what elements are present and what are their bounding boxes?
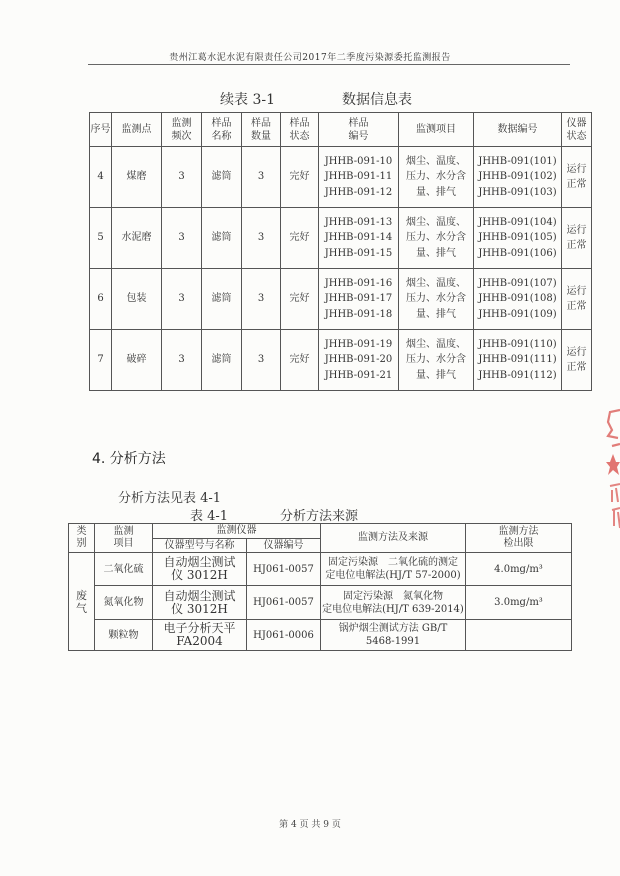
monitoring-item: 氮氧化物 [95,586,153,620]
red-seal-stamp [598,402,620,532]
sample-ids [319,269,399,330]
data-ids-line: JHHB-091(107) [478,277,557,289]
row-number: 4 [90,147,112,208]
section-heading: 4. 分析方法 [92,451,166,467]
col-header: 数据编号 [474,113,562,147]
sample-state: 完好 [281,330,319,391]
method-source-line: 定电位电解法(HJ/T 639-2014) [322,603,464,615]
instrument-state [562,269,592,330]
method-source [321,620,466,651]
instrument-model-line: 仪 3012H [171,601,228,616]
category-cell [69,553,95,651]
table2-caption-title: 分析方法来源 [280,509,359,524]
col-header: 监测频次 [162,113,202,147]
col-header: 仪器状态 [562,113,592,147]
monitoring-items [399,269,474,330]
col-header: 监测点 [112,113,162,147]
data-ids [474,208,562,269]
header-rule [88,64,570,65]
sample-name: 滤筒 [202,330,242,391]
sample-name: 滤筒 [202,208,242,269]
table1-row [90,330,592,391]
instrument-model-line: 自动烟尘测试 [163,555,236,569]
instrument-state-line: 运行 [566,285,587,297]
sample-ids-line: JHHB-091-18 [324,308,393,320]
instrument-state-line: 运行 [566,224,587,236]
monitoring-point: 煤磨 [112,147,162,208]
instrument-model-line: FA2004 [176,634,223,648]
monitoring-items-line: 压力、水分含 [406,171,466,183]
instrument-code: HJ061-0057 [247,586,321,620]
monitoring-items-line: 量、排气 [416,247,456,259]
sample-name: 滤筒 [202,269,242,330]
data-info-table [89,112,592,391]
col-header: 仪器编号 [247,539,321,553]
data-ids-line: JHHB-091(101) [478,155,557,167]
col-header: 样品数量 [242,113,281,147]
data-ids-line: JHHB-091(112) [478,369,557,381]
data-ids [474,147,562,208]
col-header: 序号 [90,113,112,147]
data-ids-line: JHHB-091(108) [478,293,557,305]
data-ids-line: JHHB-091(109) [478,308,557,320]
monitoring-items-line: 烟尘、温度、 [406,338,466,350]
sample-state: 完好 [281,208,319,269]
sample-ids [319,208,399,269]
instrument-model-line: 自动烟尘测试 [163,588,236,603]
monitoring-items-line: 烟尘、温度、 [406,155,466,167]
col-header: 样品状态 [281,113,319,147]
sample-ids-line: JHHB-091-20 [324,354,393,366]
monitoring-items-line: 压力、水分含 [406,232,466,244]
data-ids [474,269,562,330]
data-ids-line: JHHB-091(104) [478,216,557,228]
sample-ids-line: JHHB-091-10 [324,155,393,167]
data-ids [474,330,562,391]
monitoring-items-line: 量、排气 [416,369,456,381]
instrument-model [153,586,247,620]
monitoring-point: 水泥磨 [112,208,162,269]
monitoring-items-line: 压力、水分含 [406,293,466,305]
table2-row [69,620,572,651]
col-header: 监测项目 [399,113,474,147]
instrument-state-line: 正常 [566,240,587,251]
monitoring-item: 颗粒物 [95,620,153,651]
instrument-state [562,208,592,269]
instrument-state [562,330,592,391]
instrument-state-line: 正常 [566,362,587,373]
page-header: 贵州江葛水泥水泥有限责任公司2017年二季度污染源委托监测报告 [169,53,451,63]
sample-count: 3 [242,147,281,208]
sample-ids-line: JHHB-091-14 [324,232,393,244]
sample-count: 3 [242,269,281,330]
monitoring-items-line: 烟尘、温度、 [406,277,466,289]
instrument-state-line: 运行 [566,163,587,175]
sample-ids [319,147,399,208]
data-ids-line: JHHB-091(103) [478,186,557,198]
instrument-model [153,553,247,586]
method-source [321,553,466,586]
data-ids-line: JHHB-091(102) [478,171,557,183]
col-header: 监测方法检出限 [466,524,572,553]
monitoring-item: 二氧化硫 [95,553,153,586]
data-ids-line: JHHB-091(110) [478,338,557,350]
row-number: 6 [90,269,112,330]
method-source-line: 固定污染源 氮氧化物 [343,590,443,602]
sample-ids-line: JHHB-091-16 [324,277,393,289]
monitoring-frequency: 3 [162,330,202,391]
col-header: 仪器型号与名称 [153,539,247,553]
col-header: 样品编号 [319,113,399,147]
category-label: 废气 [76,588,87,615]
data-ids-line: JHHB-091(111) [478,354,557,366]
sample-count: 3 [242,208,281,269]
instrument-state-line: 运行 [566,346,587,358]
monitoring-point: 包装 [112,269,162,330]
sample-ids [319,330,399,391]
method-source-line: 定电位电解法(HJ/T 57-2000) [325,570,461,581]
section-intro: 分析方法见表 4-1 [118,491,222,506]
col-header: 监测项目 [95,524,153,553]
instrument-state [562,147,592,208]
monitoring-items-line: 量、排气 [416,308,456,320]
monitoring-items [399,208,474,269]
detection-limit [466,620,572,651]
detection-limit: 4.0mg/m³ [466,553,572,586]
sample-ids-line: JHHB-091-19 [324,338,393,350]
sample-name: 滤筒 [202,147,242,208]
monitoring-frequency: 3 [162,147,202,208]
monitoring-items-line: 压力、水分含 [406,354,466,366]
instrument-model [153,620,247,651]
sample-ids-line: JHHB-091-12 [324,186,393,198]
instrument-model-line: 仪 3012H [171,568,228,582]
col-header: 类别 [69,524,95,553]
method-source-line: 锅炉烟尘测试方法 GB/T [338,623,448,634]
sample-count: 3 [242,330,281,391]
instrument-state-line: 正常 [566,179,587,190]
sample-ids-line: JHHB-091-17 [324,293,393,305]
monitoring-point: 破碎 [112,330,162,391]
instrument-state-line: 正常 [566,301,587,312]
table1-caption-id: 续表 3-1 [220,92,275,108]
monitoring-items [399,330,474,391]
table2-header-row [69,524,572,539]
monitoring-items-line: 烟尘、温度、 [406,216,466,228]
method-source-line: 固定污染源 二氧化硫的测定 [328,557,458,568]
row-number: 7 [90,330,112,391]
table1-caption-title: 数据信息表 [342,92,412,108]
data-ids-line: JHHB-091(106) [478,247,557,259]
table2-caption-id: 表 4-1 [190,509,229,524]
sample-ids-line: JHHB-091-11 [324,171,393,183]
method-source [321,586,466,620]
sample-state: 完好 [281,147,319,208]
sample-state: 完好 [281,269,319,330]
instrument-code: HJ061-0057 [247,553,321,586]
instrument-model-line: 电子分析天平 [163,621,236,635]
page-number: 第 4 页 共 9 页 [279,820,341,830]
sample-ids-line: JHHB-091-13 [324,216,393,228]
col-header: 样品名称 [202,113,242,147]
table1-row [90,269,592,330]
table1-row [90,147,592,208]
analysis-method-table [68,523,572,651]
instrument-code: HJ061-0006 [247,620,321,651]
table1-header-row [90,113,592,147]
col-header: 监测方法及来源 [321,524,466,553]
sample-ids-line: JHHB-091-15 [324,247,393,259]
table1-row [90,208,592,269]
table2-row [69,586,572,620]
col-header: 监测仪器 [153,524,321,539]
table2-row [69,553,572,586]
method-source-line: 5468-1991 [365,636,421,647]
monitoring-frequency: 3 [162,269,202,330]
monitoring-frequency: 3 [162,208,202,269]
data-ids-line: JHHB-091(105) [478,232,557,244]
monitoring-items [399,147,474,208]
sample-ids-line: JHHB-091-21 [324,369,393,381]
monitoring-items-line: 量、排气 [416,186,456,198]
detection-limit: 3.0mg/m³ [466,586,572,620]
row-number: 5 [90,208,112,269]
